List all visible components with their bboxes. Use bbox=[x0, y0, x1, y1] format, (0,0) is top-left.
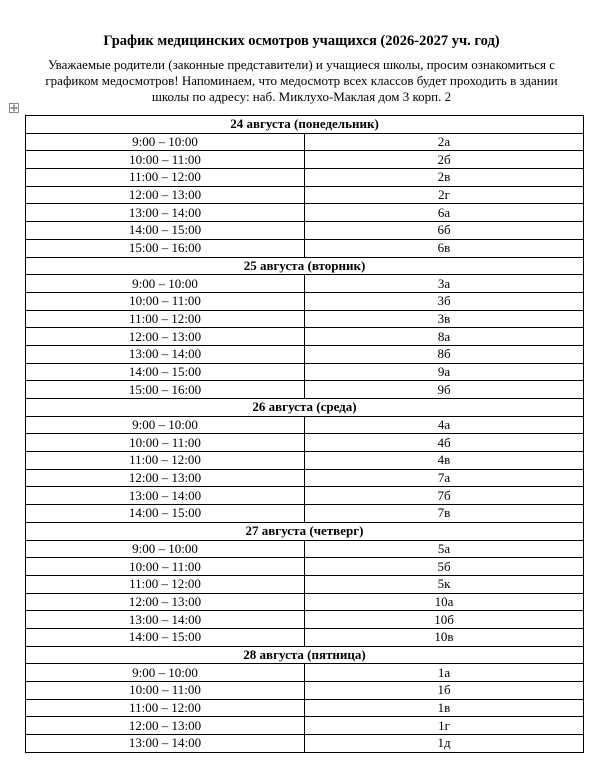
class-cell: 9а bbox=[305, 363, 584, 381]
table-row bbox=[26, 381, 584, 399]
time-slot-cell: 10:00 – 11:00 bbox=[26, 151, 305, 169]
table-row bbox=[26, 540, 584, 558]
class-cell: 8а bbox=[305, 328, 584, 346]
time-slot-cell: 12:00 – 13:00 bbox=[26, 469, 305, 487]
table-row bbox=[26, 345, 584, 363]
class-cell: 7а bbox=[305, 469, 584, 487]
class-cell: 7б bbox=[305, 487, 584, 505]
table-row bbox=[26, 487, 584, 505]
class-cell: 1в bbox=[305, 699, 584, 717]
class-cell: 1д bbox=[305, 735, 584, 753]
table-row bbox=[26, 699, 584, 717]
class-cell: 2а bbox=[305, 133, 584, 151]
table-row bbox=[26, 735, 584, 753]
class-cell: 7в bbox=[305, 505, 584, 523]
document-title: График медицинских осмотров учащихся (2026-2027 уч. год) bbox=[103, 33, 500, 49]
class-cell: 10в bbox=[305, 628, 584, 646]
table-row bbox=[26, 664, 584, 682]
time-slot-cell: 14:00 – 15:00 bbox=[26, 505, 305, 523]
time-slot-cell: 12:00 – 13:00 bbox=[26, 328, 305, 346]
table-row bbox=[26, 717, 584, 735]
time-slot-cell: 9:00 – 10:00 bbox=[26, 540, 305, 558]
time-slot-cell: 10:00 – 11:00 bbox=[26, 434, 305, 452]
day-header-row bbox=[26, 116, 584, 134]
table-row bbox=[26, 611, 584, 629]
table-row bbox=[26, 416, 584, 434]
day-header: 27 августа (четверг) bbox=[26, 522, 584, 540]
time-slot-cell: 15:00 – 16:00 bbox=[26, 381, 305, 399]
class-cell: 10б bbox=[305, 611, 584, 629]
table-row bbox=[26, 363, 584, 381]
class-cell: 1а bbox=[305, 664, 584, 682]
time-slot-cell: 10:00 – 11:00 bbox=[26, 682, 305, 700]
class-cell: 6а bbox=[305, 204, 584, 222]
class-cell: 4в bbox=[305, 452, 584, 470]
table-row bbox=[26, 222, 584, 240]
table-row bbox=[26, 452, 584, 470]
time-slot-cell: 14:00 – 15:00 bbox=[26, 222, 305, 240]
table-row bbox=[26, 469, 584, 487]
day-header: 28 августа (пятница) bbox=[26, 646, 584, 664]
time-slot-cell: 10:00 – 11:00 bbox=[26, 292, 305, 310]
table-row bbox=[26, 682, 584, 700]
day-header-row bbox=[26, 522, 584, 540]
time-slot-cell: 11:00 – 12:00 bbox=[26, 575, 305, 593]
time-slot-cell: 13:00 – 14:00 bbox=[26, 204, 305, 222]
time-slot-cell: 11:00 – 12:00 bbox=[26, 310, 305, 328]
time-slot-cell: 9:00 – 10:00 bbox=[26, 275, 305, 293]
class-cell: 2г bbox=[305, 186, 584, 204]
class-cell: 2в bbox=[305, 169, 584, 187]
class-cell: 5к bbox=[305, 575, 584, 593]
table-row bbox=[26, 292, 584, 310]
class-cell: 10а bbox=[305, 593, 584, 611]
time-slot-cell: 11:00 – 12:00 bbox=[26, 452, 305, 470]
time-slot-cell: 15:00 – 16:00 bbox=[26, 239, 305, 257]
class-cell: 3б bbox=[305, 292, 584, 310]
class-cell: 6б bbox=[305, 222, 584, 240]
schedule-table bbox=[25, 115, 584, 753]
time-slot-cell: 12:00 – 13:00 bbox=[26, 593, 305, 611]
table-row bbox=[26, 575, 584, 593]
table-row bbox=[26, 186, 584, 204]
class-cell: 1г bbox=[305, 717, 584, 735]
table-row bbox=[26, 328, 584, 346]
time-slot-cell: 14:00 – 15:00 bbox=[26, 628, 305, 646]
time-slot-cell: 12:00 – 13:00 bbox=[26, 717, 305, 735]
table-row bbox=[26, 133, 584, 151]
class-cell: 2б bbox=[305, 151, 584, 169]
table-row bbox=[26, 434, 584, 452]
class-cell: 5б bbox=[305, 558, 584, 576]
day-header-row bbox=[26, 257, 584, 275]
time-slot-cell: 13:00 – 14:00 bbox=[26, 487, 305, 505]
table-row bbox=[26, 151, 584, 169]
table-row bbox=[26, 628, 584, 646]
day-header: 25 августа (вторник) bbox=[26, 257, 584, 275]
class-cell: 1б bbox=[305, 682, 584, 700]
table-move-handle-icon[interactable] bbox=[9, 103, 19, 113]
table-row bbox=[26, 169, 584, 187]
time-slot-cell: 11:00 – 12:00 bbox=[26, 169, 305, 187]
day-header: 26 августа (среда) bbox=[26, 399, 584, 417]
time-slot-cell: 13:00 – 14:00 bbox=[26, 735, 305, 753]
time-slot-cell: 13:00 – 14:00 bbox=[26, 611, 305, 629]
class-cell: 9б bbox=[305, 381, 584, 399]
class-cell: 4а bbox=[305, 416, 584, 434]
time-slot-cell: 9:00 – 10:00 bbox=[26, 133, 305, 151]
day-header: 24 августа (понедельник) bbox=[26, 116, 584, 134]
day-header-row bbox=[26, 399, 584, 417]
class-cell: 3в bbox=[305, 310, 584, 328]
time-slot-cell: 12:00 – 13:00 bbox=[26, 186, 305, 204]
table-row bbox=[26, 275, 584, 293]
time-slot-cell: 9:00 – 10:00 bbox=[26, 664, 305, 682]
class-cell: 4б bbox=[305, 434, 584, 452]
time-slot-cell: 11:00 – 12:00 bbox=[26, 699, 305, 717]
table-row bbox=[26, 310, 584, 328]
class-cell: 6в bbox=[305, 239, 584, 257]
table-row bbox=[26, 204, 584, 222]
time-slot-cell: 14:00 – 15:00 bbox=[26, 363, 305, 381]
time-slot-cell: 13:00 – 14:00 bbox=[26, 345, 305, 363]
day-header-row bbox=[26, 646, 584, 664]
time-slot-cell: 10:00 – 11:00 bbox=[26, 558, 305, 576]
table-row bbox=[26, 593, 584, 611]
table-row bbox=[26, 505, 584, 523]
intro-paragraph: Уважаемые родители (законные представители) и учащиеся школы, просим ознакомиться с графиком медосмотров! Напоминаем, что медосмотр всех классов будет проходить в здании школы по адресу: наб. Миклухо-Маклая дом 3 корп. 2 bbox=[45, 57, 558, 104]
class-cell: 5а bbox=[305, 540, 584, 558]
table-row bbox=[26, 239, 584, 257]
table-row bbox=[26, 558, 584, 576]
time-slot-cell: 9:00 – 10:00 bbox=[26, 416, 305, 434]
class-cell: 3а bbox=[305, 275, 584, 293]
class-cell: 8б bbox=[305, 345, 584, 363]
